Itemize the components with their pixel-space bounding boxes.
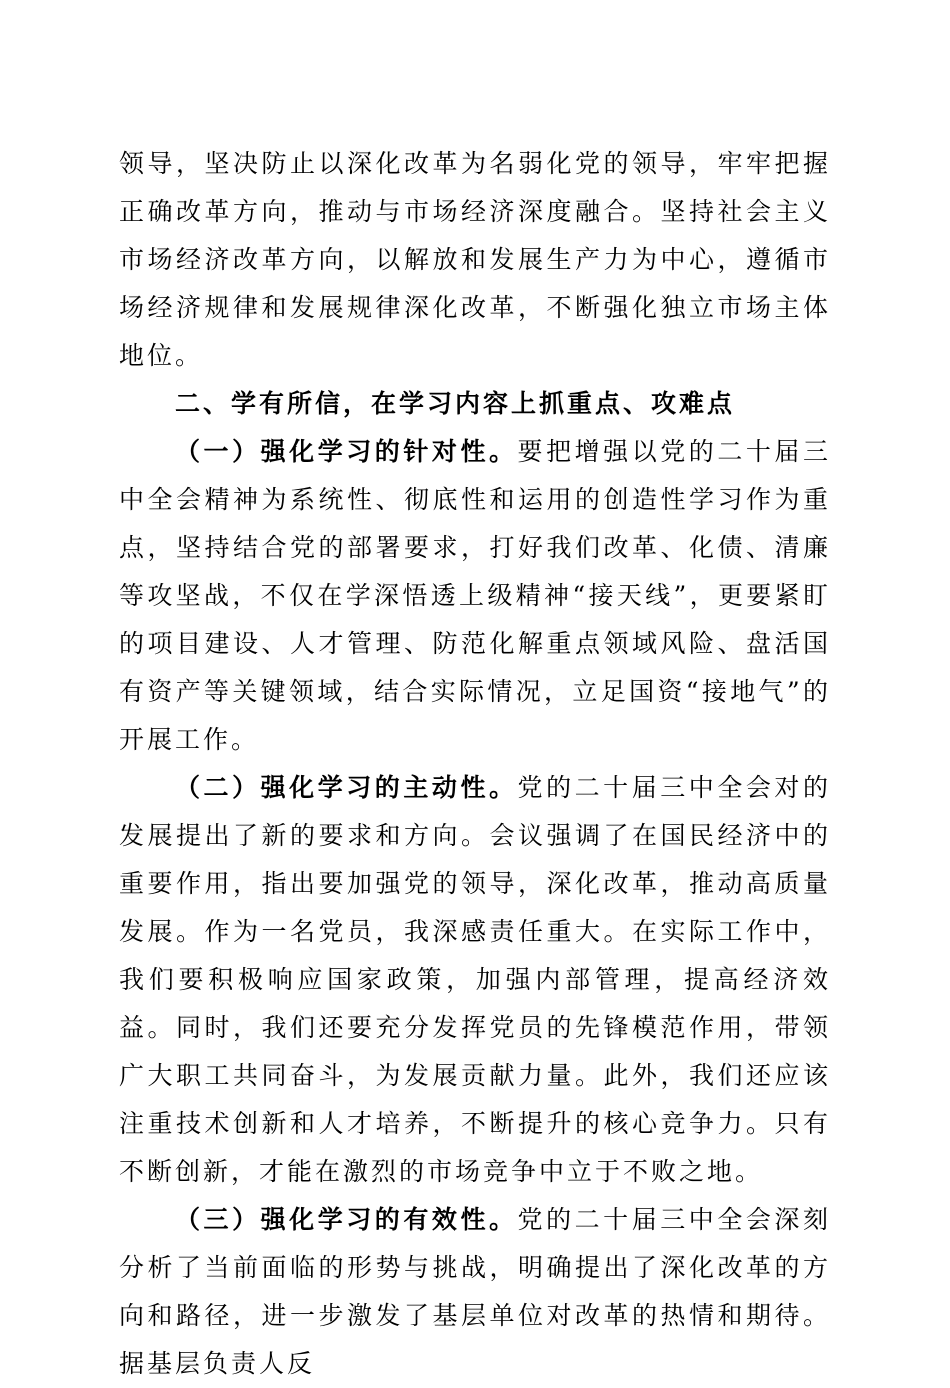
section-heading (119, 380, 831, 428)
paragraph-proactive-learning (119, 764, 831, 1196)
paragraph-lead: （三）强化学习的有效性。 (175, 1205, 518, 1234)
paragraph-lead: （一）强化学习的针对性。 (175, 437, 518, 466)
section-heading-text: 二、学有所信，在学习内容上抓重点、攻难点 (175, 389, 736, 418)
document-body (119, 140, 831, 1388)
paragraph-lead: （二）强化学习的主动性。 (175, 773, 518, 802)
paragraph-text: 要把增强以党的二十届三中全会精神为系统性、彻底性和运用的创造性学习作为重点，坚持结合党的部署要求，打好我们改革、化债、清廉等攻坚战，不仅在学深悟透上级精神“接天线”，更要紧盯的项目建设、人才管理、防范化解重点领域风险、盘活国有资产等关键领域，结合实际情况，立足国资“接地气”的开展工作。 (119, 437, 831, 754)
paragraph-targeted-learning (119, 428, 831, 764)
paragraph-continuation (119, 140, 831, 380)
paragraph-text: 党的二十届三中全会深刻分析了当前面临的形势与挑战，明确提出了深化改革的方向和路径，进一步激发了基层单位对改革的热情和期待。据基层负责人反 (119, 1205, 831, 1378)
paragraph-text: 党的二十届三中全会对的发展提出了新的要求和方向。会议强调了在国民经济中的重要作用，指出要加强党的领导，深化改革，推动高质量发展。作为一名党员，我深感责任重大。在实际工作中，我们要积极响应国家政策，加强内部管理，提高经济效益。同时，我们还要充分发挥党员的先锋模范作用，带领广大职工共同奋斗，为发展贡献力量。此外，我们还应该注重技术创新和人才培养，不断提升的核心竞争力。只有不断创新，才能在激烈的市场竞争中立于不败之地。 (119, 773, 831, 1186)
paragraph-text: 领导，坚决防止以深化改革为名弱化党的领导，牢牢把握正确改革方向，推动与市场经济深度融合。坚持社会主义市场经济改革方向，以解放和发展生产力为中心，遵循市场经济规律和发展规律深化改革，不断强化独立市场主体地位。 (119, 149, 831, 370)
paragraph-effective-learning (119, 1196, 831, 1388)
